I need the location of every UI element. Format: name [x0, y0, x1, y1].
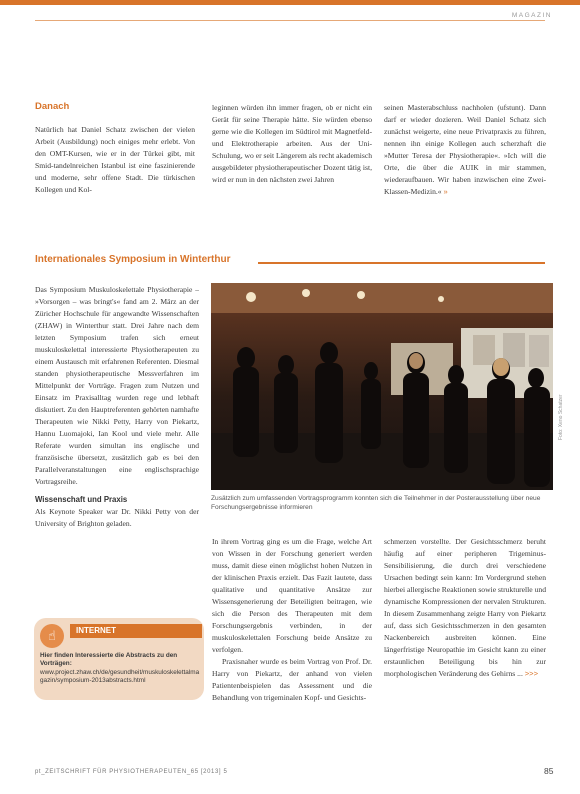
photo-caption: Zusätzlich zum umfassenden Vortragsprogramm konnten sich die Teilnehmer in der Posterausstellung über neue Forschungsergebnisse informieren: [211, 495, 541, 511]
internet-box-title: INTERNET: [70, 624, 202, 638]
article-column-2: [212, 102, 372, 226]
article-column-3: [384, 102, 546, 226]
section-label: MAGAZIN: [511, 12, 552, 19]
page-number: 85: [544, 766, 554, 776]
article-column-1: [35, 124, 195, 230]
photo-credit: Foto: Xeno Schatzer: [558, 394, 564, 440]
symposium-middle-text-1: In ihrem Vortrag ging es um die Frage, welche Art von Wissen in der Forschung generiert werden muss, damit diese einen möglichst hohen Nutzen in der klinischen Praxis erzielt. Das Fazit lautete, dass qualitative und quantitative Ansätze zur Wissensgenerierung der Beteiligten beitragen, wie sich die Person des Therapeuten mit dem Forschungsergebnis verbinden, in der muskuloskelettalen Forschung beide Ansätze zu verfolgen.: [212, 537, 372, 654]
symposium-middle-text-2: Praxisnaher wurde es beim Vortrag von Prof. Dr. Harry von Piekartz, der anhand von vielen Patientenbeispielen das Assessment und die Behandlung von trigeminalen Kopf- und Gesichts-: [212, 657, 372, 702]
journal-footer: pt_ZEITSCHRIFT FÜR PHYSIOTHERAPEUTEN_65 [2013] 5: [35, 769, 228, 775]
article-heading-danach: Danach: [35, 101, 70, 112]
symposium-right-text: schmerzen vorstellte. Der Gesichtsschmerz beruht häufig auf einer peripheren Trigeminus-Sensibilisierung, die durch drei verschiedene Ursachen bedingt sein kann: Im Vordergrund stehen hierbei allergische Reaktionen sowie strukturelle und dynamische Kompressionen der nervalen Strukturen. In diesem Zusammenhang zeigte Harry von Piekartz auf, dass sich Gesichtsschmerzen in den gesamten Nackenbereich ausbreiten können. Eine längerfristige Neuropathie im Gesicht kann zu einer erstaunlichen Beteiligung bis hin zur morphologischen Veränderung des Gehirns ...: [384, 537, 546, 678]
header-rule: [35, 20, 545, 21]
pointing-hand-icon: ☝: [40, 624, 64, 648]
article-column-3-text: seinen Masterabschluss nachholen (ufstunt). Dann darf er wieder dozieren. Weil Daniel Schatz sich zunächst weigerte, eine neue Privatpraxis zu führen, nennen ihn einige Kollegen auch scherzhaft die »Mutter Teresa der Physiotherapie«. »Ich will die Orte, die über die AUIK in mir stammen, wiederaufbauen. Wir haben inzwischen eine Zwei-Klassen-Medizin.«: [384, 103, 546, 196]
symposium-keynote-text: Als Keynote Speaker war Dr. Nikki Petty von der University of Brighton geladen.: [35, 507, 199, 528]
poster-exhibition-image: [211, 283, 553, 490]
internet-box-lead: Hier finden Interessierte die Abstracts zu den Vorträgen:: [40, 652, 178, 668]
subheading-wissenschaft: Wissenschaft und Praxis: [35, 495, 128, 504]
symposium-column-middle: [212, 536, 372, 762]
symposium-intro-text: Das Symposium Muskuloskelettale Physiotherapie – »Vorsorgen – was bringt's« fand am 2. März an der Züricher Hochschule für angewandte Wissenschaften (ZHAW) in Winterthur statt. Drei Jahre nach dem letzten Symposium trafen sich erneut muskuloskelettal interessierte Physiotherapeuten zu einem Austausch mit erfahrenen Referenten. Diesmal standen physiotherapeutische Messverfahren im Mittelpunkt der Vorträge. Fragen zum Nutzen und Einsatz im Praxisalltag wurden rege und lebhaft diskutiert. Zu den Hauptreferenten gehörten namhafte Therapeuten wie Nikki Petty, Harry von Piekartz, Hannu Luomajoki, Ian Kool und viele mehr. Alle Referate wurden simultan ins englische und französische übersetzt, zusätzlich gab es bei den Parallelveranstaltungen eine englischsprachige Vortragsreihe.: [35, 285, 199, 486]
symposium-heading: Internationales Symposium in Winterthur: [35, 254, 231, 265]
symposium-column-right: [384, 536, 546, 762]
internet-box-text: [40, 652, 200, 686]
internet-box-link[interactable]: www.project.zhaw.ch/de/gesundheit/muskuloskelettalmagazin/symposium-2013abstracts.html: [40, 668, 200, 685]
symposium-photo: [211, 283, 553, 490]
continue-arrows: >>>: [524, 669, 539, 678]
article-column-2-text: leginnen würden ihn immer fragen, ob er nicht ein Gerät für seine Therapie hätte. Sie würden ebenso gerne wie die Kollegen im Südtirol mit Magnetfeld- und Elektrotherapie arbeiten. Aus der Uni-Schulung, wo er seit Längerem als recht akademisch ausgebildeter physiotherapeutischer Dozent tätig ist, wird er nun in den nächsten zwei Jahren: [212, 103, 372, 184]
heading-rule: [258, 262, 545, 264]
article-column-1-text: Natürlich hat Daniel Schatz zwischen der vielen Arbeit (Ausbildung) noch einiges mehr erlebt. Von den OMT-Kursen, wie er in der Türkei gibt, mit Smid-tandelnreichen Istanbul ist eine faszinierende und moderne, sehr offene Stadt. Die türkischen Kollegen und Kol-: [35, 125, 195, 194]
continue-marker: »: [443, 187, 448, 196]
symposium-column-left: [35, 284, 199, 606]
top-accent-bar: [0, 0, 580, 5]
